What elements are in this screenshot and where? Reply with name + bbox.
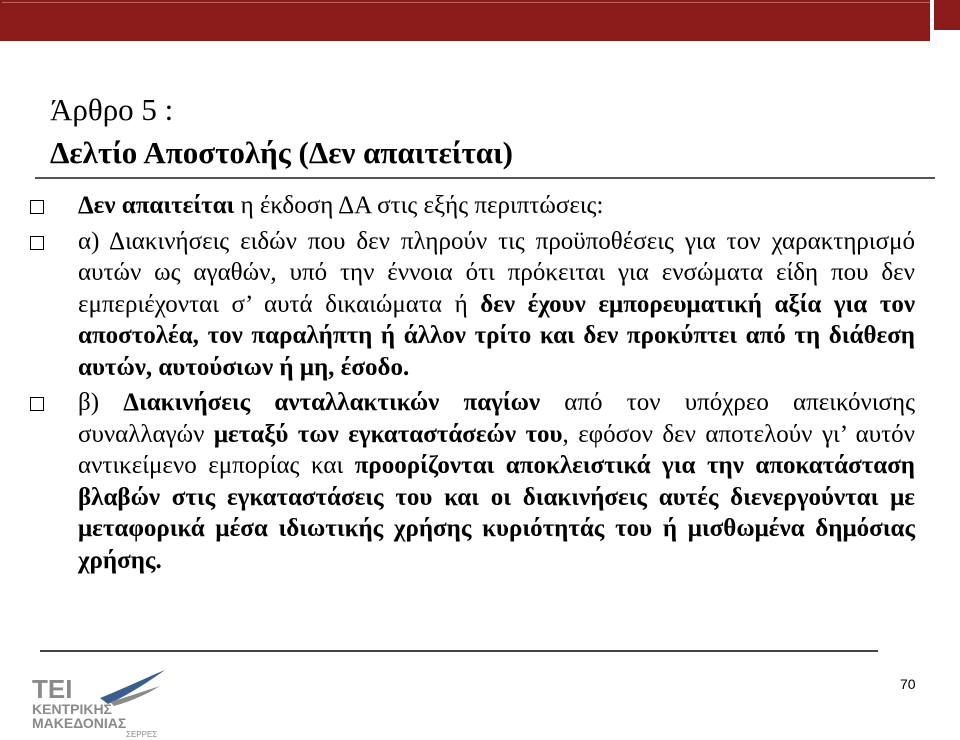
bullet-segment: η έκδοση ΔΑ στις εξής περιπτώσεις:: [234, 192, 604, 219]
bullet-text: [78, 387, 915, 576]
title-line-2: Δελτίο Αποστολής (Δεν απαιτείται): [50, 135, 514, 170]
title-divider: [35, 177, 935, 179]
logo-text-4: ΣΕΡΡΕΣ: [126, 730, 158, 738]
logo-text-2: ΚΕΝΤΡΙΚΗΣ: [32, 701, 112, 717]
square-bullet-icon: [30, 200, 44, 214]
bullet-segment: δεν έχουν εμπορευματική αξία για τον αποστολέα, τον παραλήπτη ή άλλον τρίτο και δεν προκύπτει από τη διάθεση αυτών, αυτούσιων ή μη, έσοδο.: [78, 290, 915, 381]
top-banner: [0, 0, 930, 41]
bullet-segment: , εφόσον δεν αποτελούν γι’ αυτόν αντικείμενο εμπορίας και: [78, 420, 915, 479]
square-bullet-icon: [30, 397, 44, 411]
logo-text-1: ΤΕΙ: [32, 674, 73, 704]
bullet-text: [78, 190, 915, 222]
corner-block: [934, 0, 960, 30]
bullet-segment: προορίζονται αποκλειστικά για την αποκατάσταση βλαβών στις εγκαταστάσεις του και οι διακινήσεις αυτές διενεργούνται με μεταφορικά μέσα ιδιωτικής χρήσης κυριότητάς του ή μισθωμένα δημόσιας χρήσης.: [78, 452, 915, 574]
bullet-segment: Διακινήσεις ανταλλακτικών παγίων: [123, 389, 541, 416]
tei-logo: [30, 668, 170, 738]
square-bullet-icon: [30, 236, 44, 250]
bullet-segment: από τον υπόχρεο απεικόνισης συναλλαγών: [78, 389, 915, 448]
bullet-item-1: [30, 190, 915, 222]
slide-title: [50, 88, 513, 174]
bullet-item-2: [30, 226, 915, 384]
bullet-item-3: [30, 387, 915, 576]
logo-text-3: ΜΑΚΕΔΟΝΙΑΣ: [32, 715, 127, 731]
footer-divider: [40, 650, 878, 652]
bullet-segment: β): [78, 389, 124, 416]
bullet-list: [30, 190, 915, 580]
page-number: 70: [900, 676, 916, 692]
title-line-1: Άρθρο 5 :: [50, 92, 174, 127]
bullet-text: [78, 226, 915, 384]
bullet-segment: α) Διακινήσεις ειδών που δεν πληρούν τις προϋποθέσεις για τον χαρακτηρισμό αυτών ως αγαθών, υπό την έννοια ότι πρόκειται για ενσώματα είδη που δεν εμπεριέχονται σ’ αυτά δικαιώματα ή: [78, 227, 915, 318]
bullet-segment: μεταξύ των εγκαταστάσεών του: [213, 420, 563, 448]
bullet-segment: Δεν απαιτείται: [78, 192, 235, 219]
